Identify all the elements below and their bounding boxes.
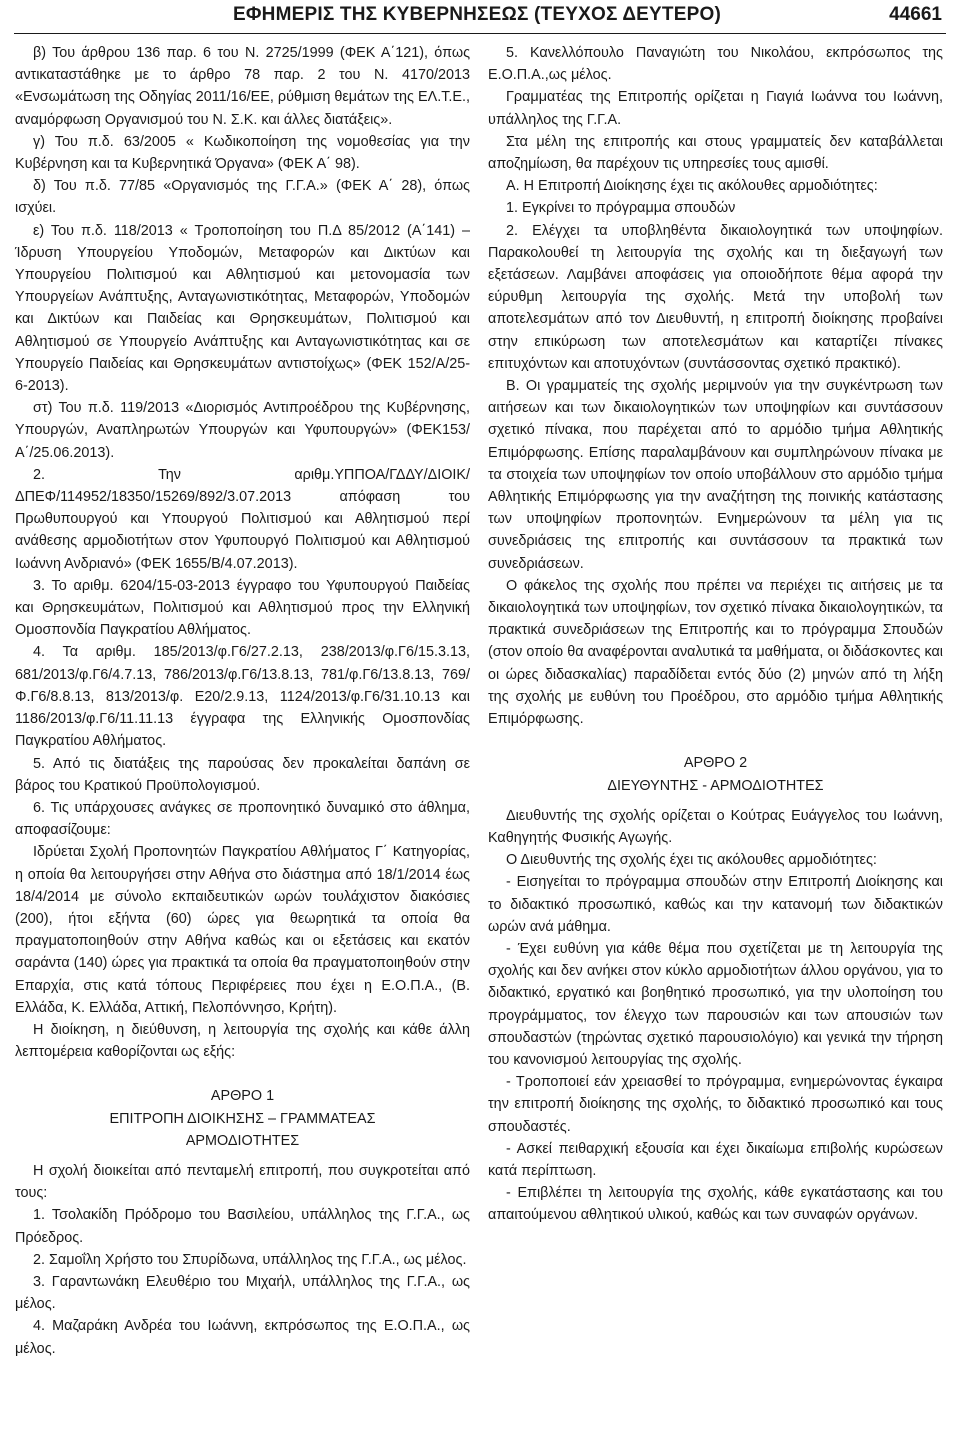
article-1-title: ΑΡΘΡΟ 1 <box>210 1088 275 1105</box>
paragraph: Β. Οι γραμματείς της σχολής μεριμνούν για την συγκέντρωση των αιτήσεων και των δικαιολογητικών των υποψηφίων και συντάσσουν σχετικό πίνακα, που παρέχεται από το αρμόδιο τμήμα Αθλητικής Επιμόρφωσης. Επίσης παραλαμβάνουν και συμπληρώνουν πίνακα με τα στοιχεία των υποψηφίων τον οποίο υποβάλλουν στο αρμόδιο τμήμα Αθλητικής Επιμόρφωσης για την αναζήτηση της ποινικής κατάστασης των υποψηφίων προπονητών. Ενημερώνουν τα μέλη για τις συνεδριάσεις της επιτροπής και συντάσσουν τα πρακτικά των συνεδριάσεων. <box>488 378 943 572</box>
paragraph: - Τροποποιεί εάν χρειασθεί το πρόγραμμα, ενημερώνοντας έγκαιρα την επιτροπή διοίκησης της σχολής, το διδακτικό προσωπικό και τους σπουδαστές. <box>488 1074 943 1135</box>
paragraph: Η σχολή διοικείται από πενταμελή επιτροπή, που συγκροτείται από τους: <box>15 1162 470 1202</box>
paragraph: 6. Τις υπάρχουσες ανάγκες σε προπονητικό δυναμικό στο άθλημα, αποφασίζουμε: <box>15 799 470 839</box>
committee-member: 5. Κανελλόπουλο Παναγιώτη του Νικολάου, εκπρόσωπος της Ε.Ο.Π.Α.,ως μέλος. <box>488 45 943 84</box>
paragraph: - Εισηγείται το πρόγραμμα σπουδών στην Επιτροπή Διοίκησης και το διδακτικό προσωπικό, καθώς και την κατανομή των διδακτικών ωρών ανά μάθημα. <box>488 874 943 935</box>
paragraph: 3. Το αριθμ. 6204/15-03-2013 έγγραφο του Υφυπουργού Παιδείας και Θρησκευμάτων, Πολιτισμού και Αθλητισμού προς την Ελληνική Ομοσπονδία Παγκρατίου Αθλήματος. <box>15 577 470 639</box>
paragraph: - Επιβλέπει τη λειτουργία της σχολής, κάθε εγκατάστασης και του απαιτούμενου αθλητικού υλικού, καθώς και των συναφών οργάνων. <box>488 1185 943 1224</box>
paragraph: ε) Του π.δ. 118/2013 « Τροποποίηση του Π.Δ 85/2012 (Α΄141) – Ίδρυση Υπουργείου Υποδομών, Μεταφορών και Δικτύων και Υπουργείου Πολιτισμού και Αθλητισμού και μετονομασία των Υπουργείων Ανάπτυξης, Ανταγωνιστικότητας, Μεταφορών, Υποδομών και Δικτύων και Παιδείας και Θρησκευμάτων, Πολιτισμού και Αθλητισμού σε Υπουργείο Ανάπτυξης και Ανταγωνιστικότητας και σε Υπουργείο Παιδείας και Θρησκευμάτων αντιστοίχως» (ΦΕΚ 152/Α/25-6-2013). <box>15 222 470 395</box>
committee-member: 4. Μαζαράκη Ανδρέα του Ιωάννη, εκπρόσωπος της Ε.Ο.Π.Α., ως μέλος. <box>15 1318 470 1357</box>
paragraph: Ο φάκελος της σχολής που πρέπει να περιέχει τις αιτήσεις με τα δικαιολογητικά των υποψηφίων, τον σχετικό πίνακα δικαιολογητικών, τα πρακτικά συνεδριάσεων της Επιτροπής και το πρόγραμμα Σπουδών (στον οποίο θα αναφέρονται αναλυτικά τα μαθήματα, οι διδάσκοντες και οι ώρες διδασκαλίας) παραδίδεται εντός δύο (2) μηνών από τη λήξη της σχολής με ευθύνη του Προέδρου, στο αρμόδιο τμήμα Αθλητικής Επιμόρφωσης. <box>488 577 943 728</box>
paragraph: Διευθυντής της σχολής ορίζεται ο Κούτρας Ευάγγελος του Ιωάννη, Καθηγητής Φυσικής Αγωγής. <box>488 807 943 846</box>
paragraph: Η διοίκηση, η διεύθυνση, η λειτουργία της σχολής και κάθε άλλη λεπτομέρεια καθορίζονται ως εξής: <box>15 1021 470 1061</box>
paragraph: δ) Του π.δ. 77/85 «Οργανισμός της Γ.Γ.Α.» (ΦΕΚ Α΄ 28), όπως ισχύει. <box>15 178 470 217</box>
paragraph: Ιδρύεται Σχολή Προπονητών Παγκρατίου Αθλήματος Γ΄ Κατηγορίας, η οποία θα λειτουργήσει στην Αθήνα στο διάστημα από 18/1/2014 έως 18/4/2014 με σύνολο εκπαιδευτικών ωρών τουλάχιστον διακόσιες (200), ήτοι εξήντα (60) ώρες για θεωρητικά τα οποία θα πραγματοποιηθούν στην Αθήνα καθώς και οι εξετάσεις και εκατόν σαράντα (140) ώρες για πρακτικά τα οποία θα πραγματοποιηθούν στην Επαρχία, στις κατά τόπους Περιφέρειες που έχει η Ε.Ο.Π.Α., (Β. Ελλάδα, Κ. Ελλάδα, Αττική, Πελοπόννησο, Κρήτη). <box>15 844 470 1016</box>
article-2-subtitle: ΔΙΕΥΘΥΝΤΗΣ - ΑΡΜΟΔΙΟΤΗΤΕΣ <box>607 777 824 794</box>
left-column <box>15 42 470 1360</box>
gazette-title: ΕΦΗΜΕΡΙΣ ΤΗΣ ΚΥΒΕΡΝΗΣΕΩΣ (ΤΕΥΧΟΣ ΔΕΥΤΕΡΟ) <box>233 4 721 25</box>
paragraph: γ) Του π.δ. 63/2005 « Κωδικοποίηση της νομοθεσίας για την Κυβέρνηση και τα Κυβερνητικά Όργανα» (ΦΕΚ Α΄ 98). <box>15 133 470 173</box>
paragraph: Στα μέλη της επιτροπής και στους γραμματείς δεν καταβάλλεται αποζημίωση, θα παρέχουν τις υπηρεσίες τους αμισθί. <box>488 133 943 173</box>
paragraph: Γραμματέας της Επιτροπής ορίζεται η Γιαγιά Ιωάννα του Ιωάννη, υπάλληλος της Γ.Γ.Α. <box>488 89 943 128</box>
paragraph: Ο Διευθυντής της σχολής έχει τις ακόλουθες αρμοδιότητες: <box>506 852 877 869</box>
page-header <box>0 0 960 36</box>
paragraph: 2. Την αριθμ.ΥΠΠΟΑ/ΓΔΔΥ/ΔΙΟΙΚ/ΔΠΕΦ/114952/18350/15269/892/3.07.2013 απόφαση του Πρωθυπουργού και Υπουργού Πολιτισμού και Αθλητισμού περί ανάθεσης αρμοδιοτήτων στον Υφυπουργό Πολιτισμού και Αθλητισμού Ιωάννη Ανδριανό» (ΦΕΚ 1655/Β/4.07.2013). <box>15 466 470 572</box>
committee-member: 1. Τσολακίδη Πρόδρομο του Βασιλείου, υπάλληλος της Γ.Γ.Α., ως Πρόεδρος. <box>15 1207 470 1246</box>
article-1-subtitle-2: ΑΡΜΟΔΙΟΤΗΤΕΣ <box>185 1132 300 1149</box>
article-2-title: ΑΡΘΡΟ 2 <box>683 755 748 772</box>
header-rule <box>14 33 946 34</box>
paragraph: Α. Η Επιτροπή Διοίκησης έχει τις ακόλουθες αρμοδιότητες: <box>506 178 878 195</box>
paragraph: 2. Ελέγχει τα υποβληθέντα δικαιολογητικά των υποψηφίων. Παρακολουθεί τη λειτουργία της σχολής και τη διεξαγωγή των εξετάσεων. Λαμβάνει αποφάσεις για οποιοδήποτε θέμα αφορά την εύρυθμη λειτουργία της σχολής. Μετά την υποβολή των αποτελεσμάτων από τον Διευθυντή, η επιτροπή διοίκησης προβαίνει στην επικύρωση των αποτελεσμάτων και καταρτίζει πίνακες επιτυχόντων και αποτυχόντων (συντάσσοντας σχετικό πρακτικό). <box>488 222 943 372</box>
paragraph: β) Του άρθρου 136 παρ. 6 του Ν. 2725/1999 (ΦΕΚ Α΄121), όπως αντικαταστάθηκε με το άρθρο 78 παρ. 2 του Ν. 4170/2013 «Ενσωμάτωση της Οδηγίας 2011/16/ΕΕ, ρύθμιση θεμάτων της ΕΛ.Τ.Ε., αναμόρφωση Οργανισμού του Ν. Σ.Κ. και άλλες διατάξεις». <box>15 45 470 128</box>
paragraph: στ) Του π.δ. 119/2013 «Διορισμός Αντιπροέδρου της Κυβέρνησης, Υπουργών, Αναπληρωτών Υπουργών και Υφυπουργών» (ΦΕΚ153/Α΄/25.06.2013). <box>15 400 470 461</box>
paragraph: 4. Τα αριθμ. 185/2013/φ.Γ6/27.2.13, 238/2013/φ.Γ6/15.3.13, 681/2013/φ.Γ6/4.7.13, 786/2013/φ.Γ6/13.8.13, 781/φ.Γ6/13.8.13, 769/Φ.Γ6/8.8.13, 813/2013/φ. Ε20/2.9.13, 1124/2013/φ.Γ6/31.10.13 και 1186/2013/φ.Γ6/11.11.13 έγγραφα της Ελληνικής Ομοσπονδίας Παγκρατίου Αθλήματος. <box>15 644 470 750</box>
right-column <box>488 42 943 1227</box>
page-number: 44661 <box>889 4 942 25</box>
paragraph: - Έχει ευθύνη για κάθε θέμα που σχετίζεται με τη λειτουργία της σχολής και δεν ανήκει στον κύκλο αρμοδιοτήτων άλλου οργάνου, για το διδακτικό, εργατικό και βοηθητικό προσωπικό, για την υλοποίηση του προγράμματος, τον έλεγχο των παρουσιών και των απουσιών των σπουδαστών (τηρώντας σχετικό παρουσιολόγιο) και γενικά την τήρηση του κανονισμού λειτουργίας της σχολής. <box>488 940 943 1068</box>
article-1-subtitle: ΕΠΙΤΡΟΠΗ ΔΙΟΙΚΗΣΗΣ – ΓΡΑΜΜΑΤΕΑΣ <box>109 1110 376 1127</box>
paragraph: 5. Από τις διατάξεις της παρούσας δεν προκαλείται δαπάνη σε βάρος του Κρατικού Προϋπολογισμού. <box>15 755 470 794</box>
paragraph: 1. Εγκρίνει το πρόγραμμα σπουδών <box>506 200 736 217</box>
committee-member: 2. Σαμοΐλη Χρήστο του Σπυρίδωνα, υπάλληλος της Γ.Γ.Α., ως μέλος. <box>33 1251 467 1268</box>
committee-member: 3. Γαραντωνάκη Ελευθέριο του Μιχαήλ, υπάλληλος της Γ.Γ.Α., ως μέλος. <box>15 1273 470 1313</box>
paragraph: - Ασκεί πειθαρχική εξουσία και έχει δικαίωμα επιβολής κυρώσεων κατά περίπτωση. <box>488 1140 943 1179</box>
